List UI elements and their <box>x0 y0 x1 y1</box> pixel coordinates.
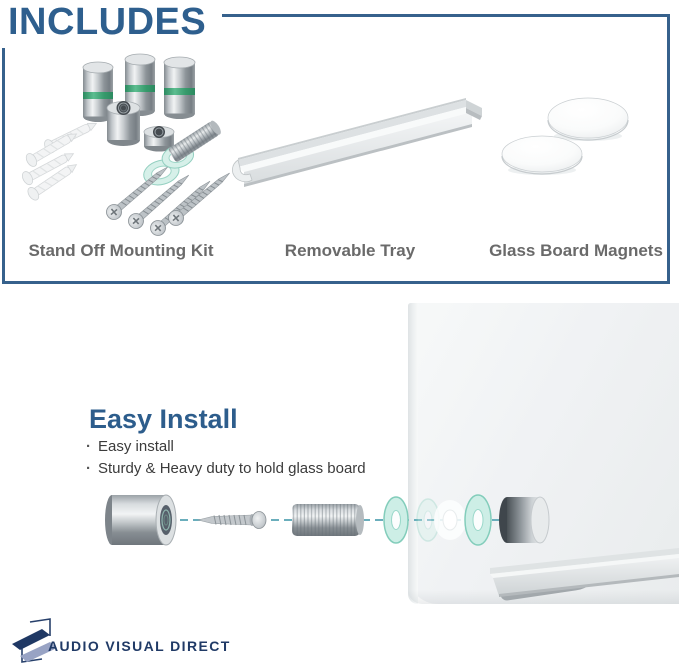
glass-board-left-edge <box>408 303 418 604</box>
bullet-dot: · <box>86 460 91 477</box>
magnet-2 <box>502 136 582 174</box>
standoff-barrel <box>105 495 176 545</box>
bullet-text: Easy install <box>98 438 174 455</box>
brand-name: AUDIO VISUAL DIRECT <box>48 638 231 654</box>
glass-board-magnets-image <box>488 84 666 196</box>
bullet-text: Sturdy & Heavy duty to hold glass board <box>98 460 366 477</box>
easy-install-bullets <box>86 438 366 482</box>
easy-install-title: Easy Install <box>89 404 238 434</box>
wall-anchors <box>20 117 99 202</box>
magnet-1 <box>548 98 628 140</box>
bullet-dot: · <box>86 438 91 455</box>
board-hole <box>434 500 466 540</box>
bullet-item <box>86 460 366 478</box>
label-glass-board-magnets: Glass Board Magnets <box>489 241 663 260</box>
includes-title: INCLUDES <box>0 0 222 48</box>
removable-tray-image <box>230 82 486 196</box>
mounting-screw <box>198 512 266 529</box>
label-removable-tray: Removable Tray <box>284 241 416 260</box>
glass-washer <box>384 497 408 543</box>
threaded-stud <box>168 119 223 163</box>
threaded-stud <box>292 504 364 536</box>
bullet-item <box>86 438 366 456</box>
standoff-install-exploded-diagram <box>98 484 563 556</box>
standoff-nut <box>144 126 174 152</box>
label-standoff-mounting-kit: Stand Off Mounting Kit <box>28 241 214 260</box>
glass-washer-front <box>465 495 491 545</box>
tray-inner-surface <box>238 107 472 172</box>
chrome-cap <box>499 497 549 543</box>
standoff-mounting-kit-image <box>22 44 232 242</box>
standoff-barrel-threaded <box>107 101 140 146</box>
brand-logo <box>12 614 332 670</box>
standoff-barrel-3 <box>164 57 195 119</box>
